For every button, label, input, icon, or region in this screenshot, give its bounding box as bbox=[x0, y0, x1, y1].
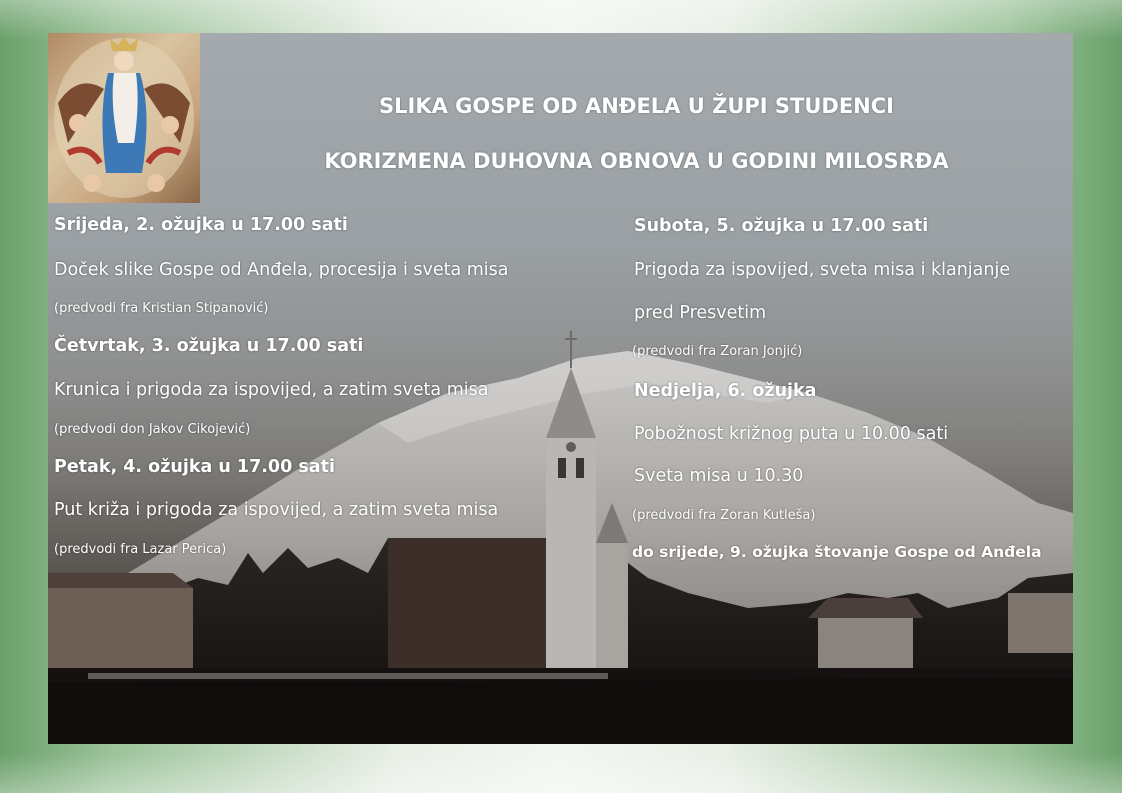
schedule-description: Krunica i prigoda za ispovijed, a zatim sveta misa bbox=[54, 380, 489, 400]
schedule-date: Petak, 4. ožujka u 17.00 sati bbox=[54, 457, 335, 477]
church-tower bbox=[546, 438, 596, 668]
madonna-icon bbox=[48, 33, 200, 203]
schedule-date: Srijeda, 2. ožujka u 17.00 sati bbox=[54, 215, 348, 235]
title-line-2: KORIZMENA DUHOVNA OBNOVA U GODINI MILOSRĐA bbox=[324, 149, 949, 173]
schedule-description: pred Presvetim bbox=[634, 303, 767, 323]
schedule-description: Pobožnost križnog puta u 10.00 sati bbox=[634, 424, 949, 444]
schedule-date: Subota, 5. ožujka u 17.00 sati bbox=[634, 216, 929, 236]
schedule-note: (predvodi fra Zoran Jonjić) bbox=[632, 344, 803, 359]
schedule-description: Doček slike Gospe od Anđela, procesija i sveta misa bbox=[54, 260, 509, 280]
poster bbox=[48, 33, 1073, 744]
schedule-note: (predvodi fra Zoran Kutleša) bbox=[632, 508, 816, 523]
schedule-description: Sveta misa u 10.30 bbox=[634, 466, 804, 486]
schedule-note: (predvodi don Jakov Cikojević) bbox=[54, 422, 251, 437]
title-line-1: SLIKA GOSPE OD ANĐELA U ŽUPI STUDENCI bbox=[379, 94, 894, 118]
schedule-date: Nedjelja, 6. ožujka bbox=[634, 381, 817, 401]
schedule-note: (predvodi fra Lazar Perica) bbox=[54, 542, 227, 557]
frame-bottom-highlight bbox=[0, 753, 1122, 793]
schedule-date: Četvrtak, 3. ožujka u 17.00 sati bbox=[54, 336, 364, 356]
schedule-note: (predvodi fra Kristian Stipanović) bbox=[54, 301, 269, 316]
closing-line: do srijede, 9. ožujka štovanje Gospe od Anđela bbox=[632, 543, 1042, 561]
schedule-description: Put križa i prigoda za ispovijed, a zatim sveta misa bbox=[54, 500, 499, 520]
madonna-painting bbox=[48, 33, 200, 203]
schedule-description: Prigoda za ispovijed, sveta misa i klanjanje bbox=[634, 260, 1011, 280]
